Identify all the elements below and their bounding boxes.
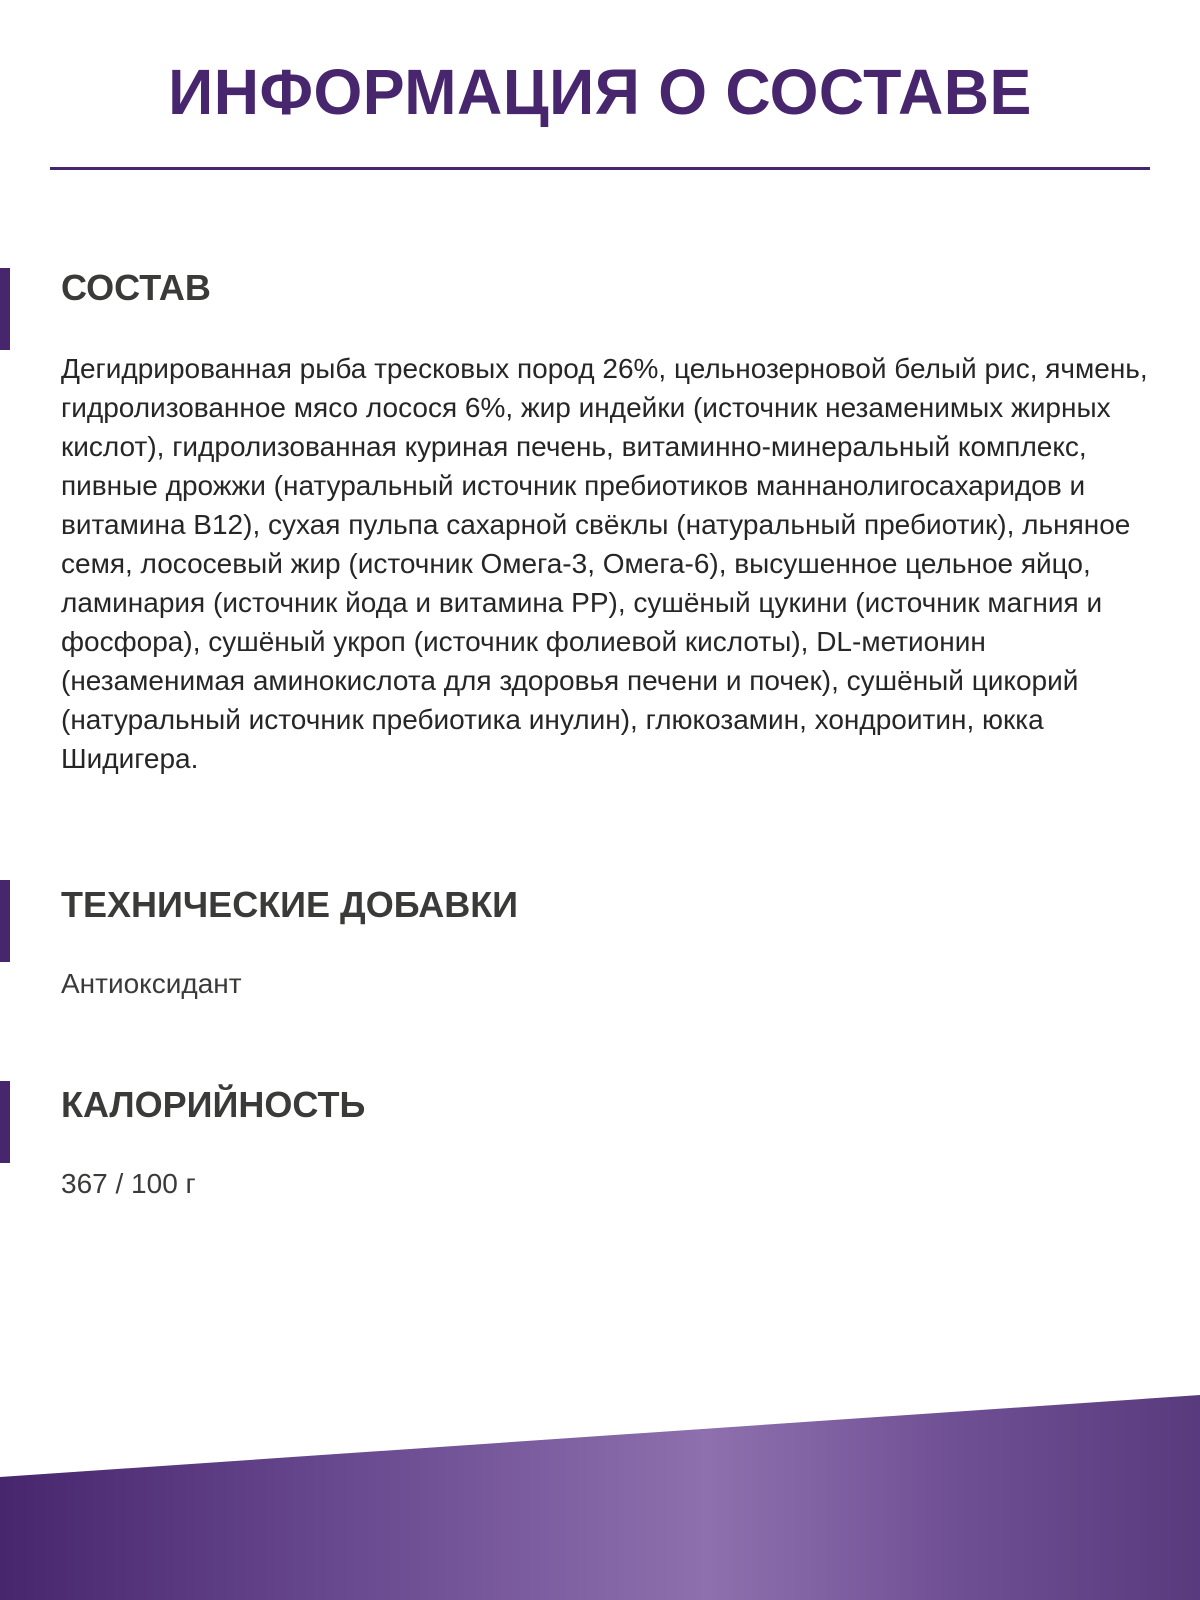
title-divider	[50, 167, 1150, 170]
decorative-bottom-band	[0, 1390, 1200, 1600]
technical-additives-text: Антиоксидант	[61, 968, 242, 999]
section-accent-bar	[0, 268, 10, 350]
composition-text: Дегидрированная рыба тресковых пород 26%, цельнозерновой белый рис, ячмень, гидролизованное мясо лосося 6%, жир индейки (источник незаменимых жирных кислот), гидролизованная куриная печень, витаминно-минеральный комплекс, пивные дрожжи (натуральный источник пребиотиков маннанолигосахаридов и витамина B12), сухая пульпа сахарной свёклы (натуральный пребиотик), льняное семя, лососевый жир (источник Омега-3, Омега-6), высушенное цельное яйцо, ламинария (источник йода и витамина PP), сушёный цукини (источник магния и фосфора), сушёный укроп (источник фолиевой кислоты), DL-метионин (незаменимая аминокислота для здоровья печени и почек), сушёный цикорий (натуральный источник пребиотика инулин), глюкозамин, хондроитин, юкка Шидигера.	[61, 353, 1148, 774]
section-heading: СОСТАВ	[61, 267, 211, 308]
section-accent-bar	[0, 880, 10, 962]
page-title: ИНФОРМАЦИЯ О СОСТАВЕ	[168, 56, 1032, 128]
section-accent-bar	[0, 1081, 10, 1163]
section-heading: КАЛОРИЙНОСТЬ	[61, 1084, 366, 1125]
calories-text: 367 / 100 г	[61, 1168, 196, 1199]
section-heading: ТЕХНИЧЕСКИЕ ДОБАВКИ	[61, 884, 519, 925]
